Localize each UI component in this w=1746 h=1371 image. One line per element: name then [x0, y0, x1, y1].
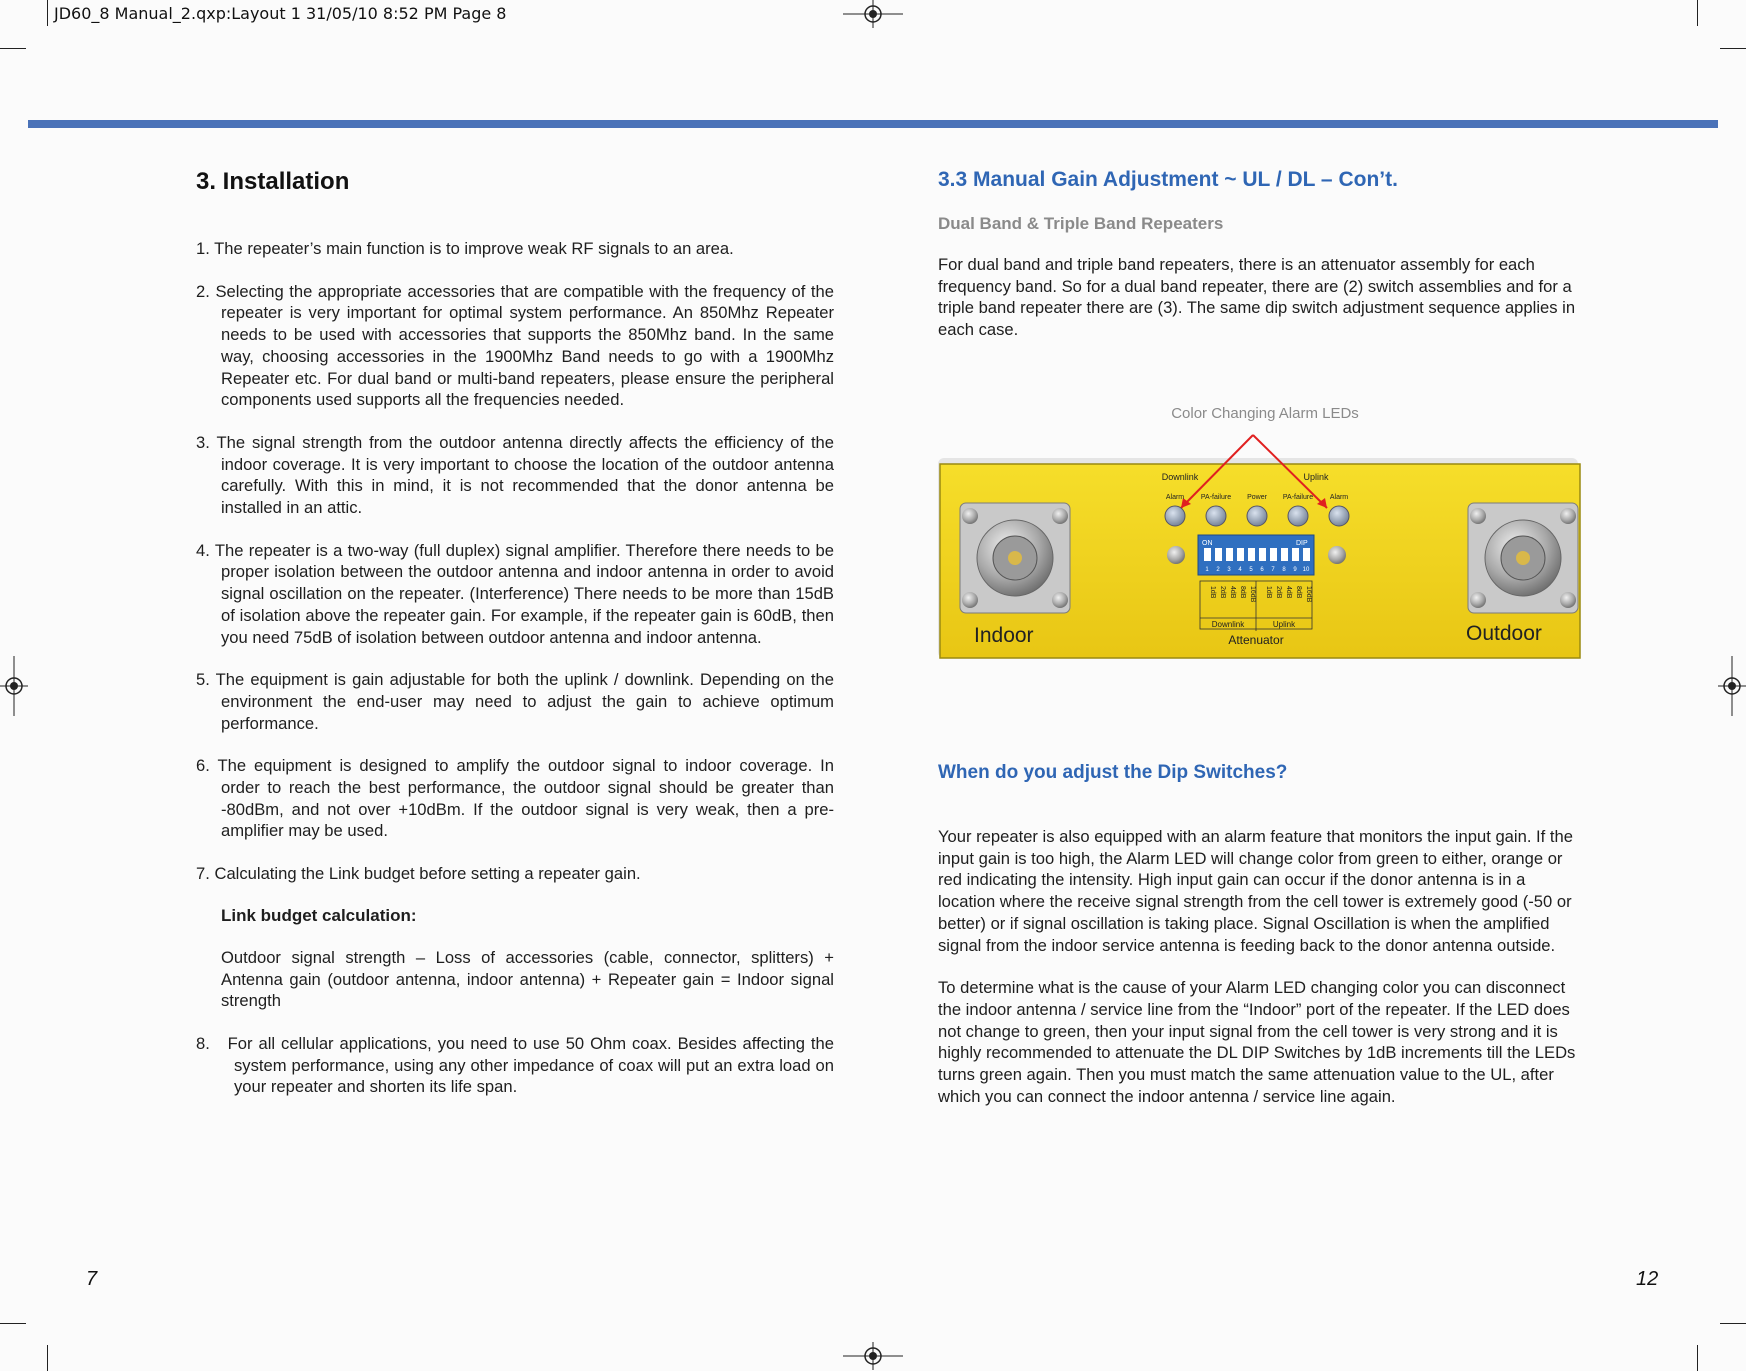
crop-mark [1697, 1345, 1698, 1371]
crop-mark [0, 1323, 26, 1324]
indoor-connector [960, 503, 1070, 613]
dip-number: 3 [1227, 567, 1231, 573]
item-text: The repeater’s main function is to improve weak RF signals to an area. [214, 239, 734, 258]
screw-icon [1167, 546, 1185, 564]
crop-mark [1720, 1323, 1746, 1324]
atten-value: 4dB [1229, 586, 1236, 599]
led-label: PA-failure [1282, 494, 1314, 501]
outdoor-connector [1468, 503, 1578, 613]
atten-uplink-label: Uplink [1272, 620, 1296, 629]
outdoor-label: Outdoor [1466, 622, 1542, 645]
print-slug: JD60_8 Manual_2.qxp:Layout 1 31/05/10 8:52 PM Page 8 [54, 4, 507, 23]
crop-mark [47, 0, 48, 26]
item-text: The equipment is gain adjustable for both the uplink / downlink. Depending on the environment the end-user may need to adjust the gain to achieve optimum performance. [215, 670, 834, 733]
registration-mark-icon [1718, 656, 1746, 716]
item-text: The signal strength from the outdoor antenna directly affects the efficiency of the indoor coverage. It is very important to choose the location of the outdoor antenna carefully. With this in mind, it is not recommended that the donor antenna be installed in an attic. [216, 432, 835, 518]
item-text: Selecting the appropriate accessories that are compatible with the frequency of the repeater is very important for optimal system performance. An 850Mhz Repeater needs to be used with accessories that supports the 850Mhz band. In the same way, choosing accessories in the 1900Mhz Band needs to go with a 1900Mhz Repeater etc. For dual band or multi-band repeaters, please ensure the peripheral components used supports all the frequencies needed. [215, 281, 834, 410]
item-number: 3. [196, 432, 210, 452]
list-item [196, 755, 834, 842]
dip-number: 9 [1293, 567, 1297, 573]
item-text: The equipment is designed to amplify the outdoor signal to indoor coverage. In order to reach the best performance, the outdoor signal should be greater than -80dBm, and not over +10dBm. If the outdoor signal is very weak, then a pre-amplifier may be used. [217, 756, 835, 841]
accent-bar [28, 120, 1718, 128]
link-budget-title: Link budget calculation: [221, 905, 417, 925]
left-page [196, 168, 834, 1098]
repeater-figure [928, 398, 1588, 678]
dip-number: 6 [1260, 567, 1264, 573]
section-title: 3. Installation [196, 168, 350, 195]
item-number: 7. [196, 864, 210, 884]
section-title: 3.3 Manual Gain Adjustment ~ UL / DL – Con’t. [938, 168, 1398, 191]
crop-mark [47, 1345, 48, 1371]
item-text: The repeater is a two-way (full duplex) signal amplifier. Therefore there needs to be proper isolation between the outdoor antenna and indoor antenna in order to avoid signal oscillation on the repeater. (Interference) There needs to be more than 15dB of isolation above the repeater gain. For example, if the repeater gain is 60dB, then you need 75dB of isolation between outdoor antenna and indoor antenna. [214, 540, 834, 647]
dip-dip-label: DIP [1296, 540, 1308, 547]
link-budget-formula: Outdoor signal strength – Loss of accessories (cable, connector, splitters) + Antenna gain (outdoor antenna, indoor antenna) + Repeater gain = Indoor signal strength [221, 947, 834, 1011]
item-number: 1. [196, 239, 210, 258]
led-label: Alarm [1165, 494, 1185, 501]
registration-mark-icon [843, 1342, 903, 1370]
dip-number: 4 [1238, 567, 1242, 573]
uplink-label: Uplink [1303, 472, 1329, 482]
determine-paragraph: To determine what is the cause of your Alarm LED changing color you can disconnect the indoor antenna / service line from the “Indoor” port of the repeater. If the LED does not change to green, then your input signal from the cell tower is very strong and it is highly recommended to attenuate the DL DIP Switches by 1dB increments till the LEDs turns green again. Then you must match the same attenuation value to the UL, after which you can connect the indoor antenna / service line again. [938, 978, 1576, 1106]
alarm-led-icon [1329, 506, 1349, 526]
item-number: 2. [196, 281, 210, 301]
list-item [196, 238, 834, 260]
dip-number: 8 [1282, 567, 1286, 573]
dip-on-label: ON [1202, 540, 1213, 547]
led-label: Power [1247, 494, 1267, 501]
list-item [196, 1033, 834, 1098]
dip-number: 1 [1205, 567, 1209, 573]
registration-mark-icon [0, 656, 28, 716]
dip-number: 2 [1216, 567, 1220, 573]
alarm-paragraph: Your repeater is also equipped with an alarm feature that monitors the input gain. If the input gain is too high, the Alarm LED will change color from green to either, orange or red indicating the intensity. High input gain can occur if the donor antenna is in a location where the receive signal strength from the cell tower is extremely good (-50 or better) or if signal oscillation is taking place. Signal Oscillation is when the amplified signal from the indoor service antenna is feeding back to the donor antenna outside. [938, 827, 1573, 955]
dip-number: 7 [1271, 567, 1275, 573]
atten-value: 2dB [1219, 586, 1226, 599]
screw-icon [1328, 546, 1346, 564]
dip-number: 5 [1249, 567, 1253, 573]
list-item [196, 432, 834, 519]
attenuator-label: Attenuator [1228, 633, 1284, 647]
dip-number: 10 [1302, 567, 1310, 573]
atten-value: 16dB [1305, 586, 1312, 603]
downlink-label: Downlink [1161, 472, 1199, 482]
list-item [196, 540, 834, 649]
page-number-left: 7 [86, 1268, 98, 1290]
item-text: For all cellular applications, you need to use 50 Ohm coax. Besides affecting the system performance, using any other impedance of coax will put an extra load on your repeater and shorten its life span. [227, 1033, 834, 1097]
list-item [196, 281, 834, 411]
atten-value: 2dB [1275, 586, 1282, 599]
list-item [196, 863, 834, 885]
intro-paragraph: For dual band and triple band repeaters, there is an attenuator assembly for each frequency band. So for a dual band repeater, there are (2) switch assemblies and for a triple band repeater there are (3). The same dip switch adjustment sequence applies in each case. [938, 255, 1576, 340]
crop-mark [1697, 0, 1698, 26]
page-number-right: 12 [1636, 1268, 1659, 1290]
atten-downlink-label: Downlink [1211, 620, 1245, 629]
dip-switch[interactable] [1198, 535, 1314, 575]
crop-mark [1720, 48, 1746, 49]
callout-label: Color Changing Alarm LEDs [1171, 405, 1359, 422]
right-page [938, 168, 1578, 341]
item-number: 8. [196, 1033, 210, 1053]
pa-failure-led-icon [1206, 506, 1226, 526]
led-label: Alarm [1329, 494, 1349, 501]
registration-mark-icon [843, 0, 903, 28]
subsection-title: Dual Band & Triple Band Repeaters [938, 214, 1224, 233]
pa-failure-led-icon [1288, 506, 1308, 526]
atten-value: 1dB [1265, 586, 1272, 599]
led-label: PA-failure [1200, 494, 1232, 501]
crop-mark [0, 48, 26, 49]
item-number: 4. [196, 540, 210, 560]
list-item [196, 669, 834, 734]
atten-value: 16dB [1249, 586, 1256, 603]
item-text: Calculating the Link budget before setting a repeater gain. [214, 864, 641, 884]
alarm-led-icon [1165, 506, 1185, 526]
atten-value: 1dB [1209, 586, 1216, 599]
atten-value: 8dB [1239, 586, 1246, 599]
atten-value: 8dB [1295, 586, 1302, 599]
item-number: 6. [196, 756, 210, 776]
indoor-label: Indoor [974, 624, 1034, 647]
atten-value: 4dB [1285, 586, 1292, 599]
question-heading: When do you adjust the Dip Switches? [938, 762, 1288, 783]
power-led-icon [1247, 506, 1267, 526]
item-number: 5. [196, 670, 210, 690]
dip-switch-section [938, 762, 1578, 1107]
